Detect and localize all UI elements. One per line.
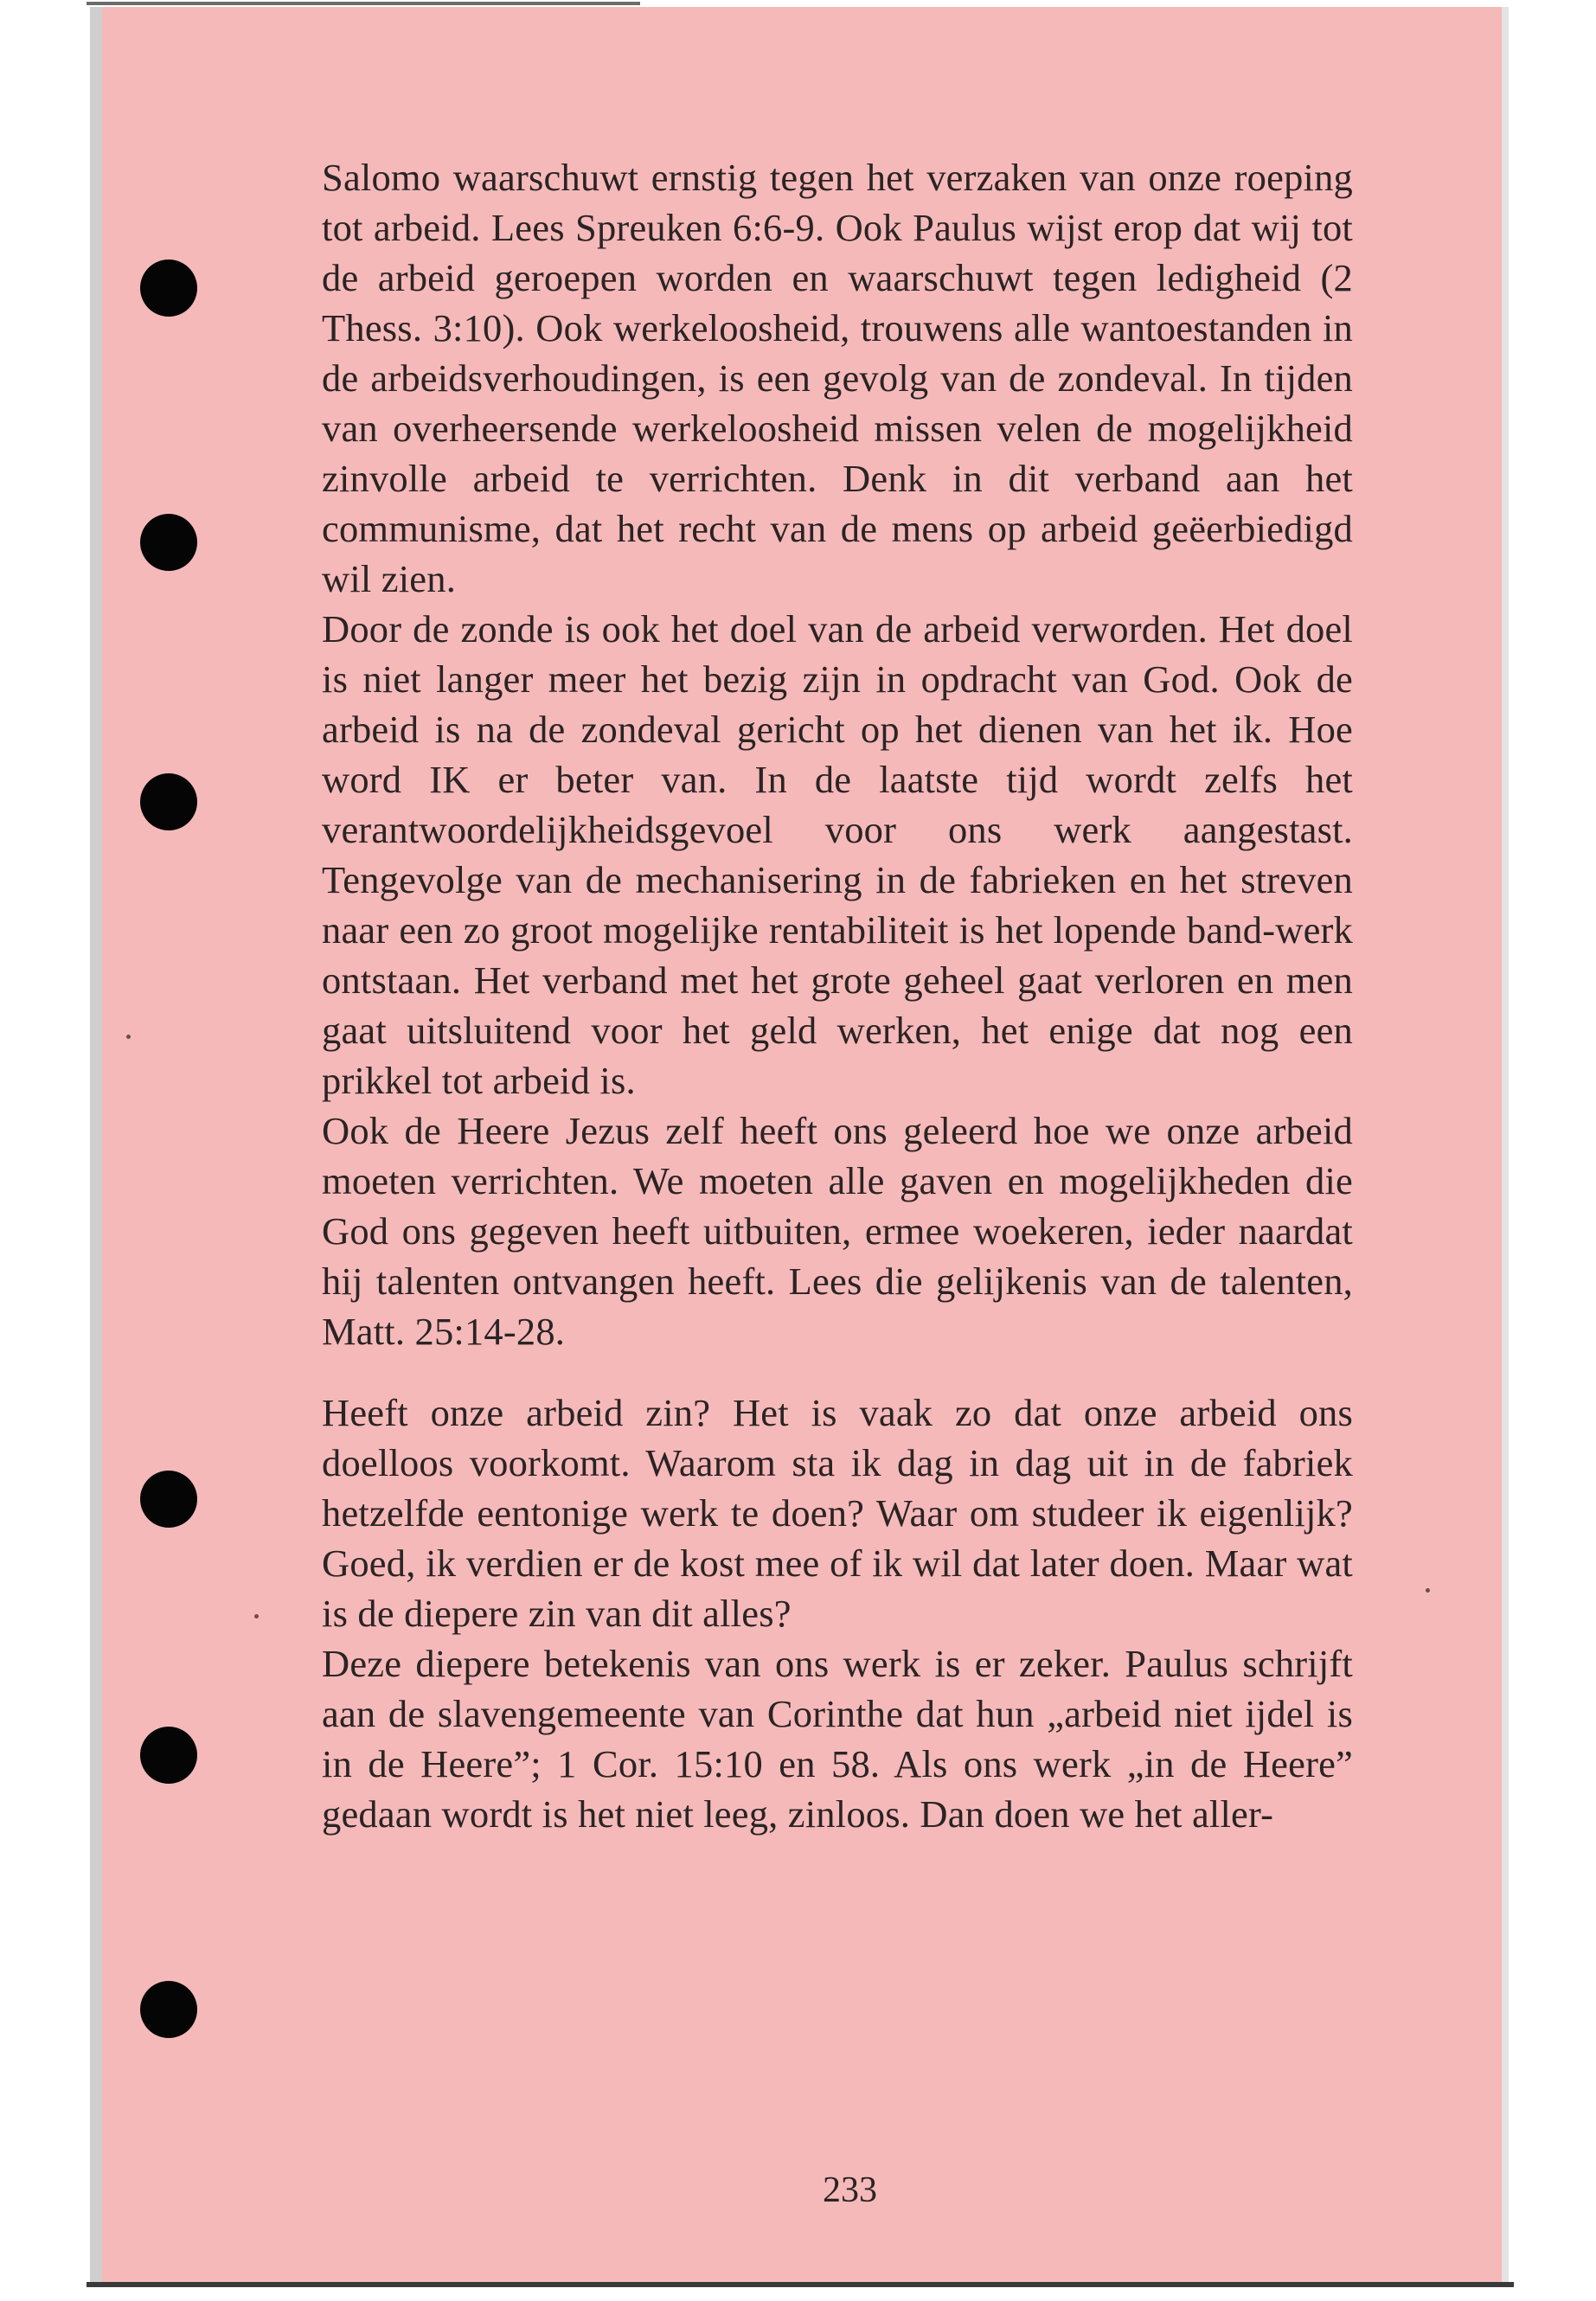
bottom-edge-shadow [87,2282,1514,2287]
page-number: 233 [823,2170,877,2210]
binder-hole-3 [140,773,197,830]
top-edge-shadow [87,2,640,5]
body-text [322,152,1353,1839]
paper-speck [254,1614,259,1618]
paper-speck [126,1035,131,1039]
paragraph-4: Heeft onze arbeid zin? Het is vaak zo dat onze arbeid ons doelloos voorkomt. Waarom sta ik dag in dag uit in de fabriek hetzelfde eentonige werk te doen? Waar om studeer ik eigenlijk? Goed, ik verdien er de kost mee of ik wil dat later doen. Maar wat is de diepere zin van dit alles? [322,1391,1353,1635]
binder-hole-6 [140,1981,197,2038]
paragraph-1: Salomo waarschuwt ernstig tegen het verzaken van onze roeping tot arbeid. Lees Spreuken 6:6-9. Ook Paulus wijst erop dat wij tot de arbeid geroepen worden en waarschuwt tegen ledigheid (2 Thess. 3:10). Ook werkeloosheid, trouwens alle wantoestanden in de arbeidsverhoudingen, is een gevolg van de zondeval. In tijden van overheersende werkeloosheid missen velen de mogelijkheid zinvolle arbeid te verrichten. Denk in dit verband aan het communisme, dat het recht van de mens op arbeid geëerbiedigd wil zien. [322,156,1353,600]
paragraph-2: Door de zonde is ook het doel van de arbeid verworden. Het doel is niet langer meer het bezig zijn in opdracht van God. Ook de arbeid is na de zondeval gericht op het dienen van het ik. Hoe word IK er beter van. In de laatste tijd wordt zelfs het verantwoordelijkheidsgevoel voor ons werk aangestast. Tengevolge van de mechanisering in de fabrieken en het streven naar een zo groot mogelijke rentabiliteit is het lopende band-werk ontstaan. Het verband met het grote geheel gaat verloren en men gaat uitsluitend voor het geld werken, het enige dat nog een prikkel tot arbeid is. [322,607,1353,1102]
paragraph-3: Ook de Heere Jezus zelf heeft ons geleerd hoe we onze arbeid moeten verrichten. We moeten alle gaven en mogelijkheden die God ons gegeven heeft uitbuiten, ermee woekeren, ieder naardat hij talenten ontvangen heeft. Lees die gelijkenis van de talenten, Matt. 25:14-28. [322,1109,1353,1353]
binder-hole-2 [140,514,197,571]
paragraph-5: Deze diepere betekenis van ons werk is er zeker. Paulus schrijft aan de slavengemeente van Corinthe dat hun „arbeid niet ijdel is in de Heere”; 1 Cor. 15:10 en 58. Als ons werk „in de Heere” gedaan wordt is het niet leeg, zinloos. Dan doen we het aller- [322,1642,1353,1836]
binder-hole-5 [140,1727,197,1784]
binder-hole-4 [140,1471,197,1528]
paper-speck [1426,1588,1430,1593]
binder-hole-1 [140,260,197,317]
